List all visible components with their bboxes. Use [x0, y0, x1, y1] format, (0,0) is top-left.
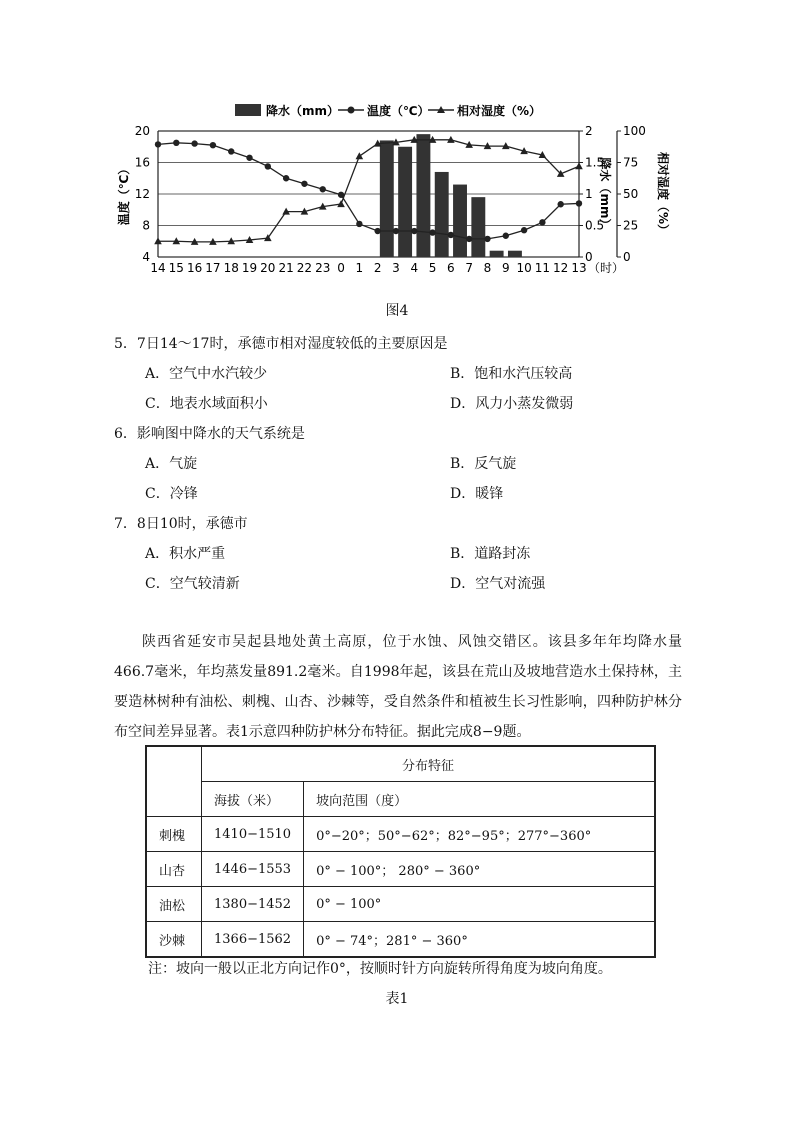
precip-bar-4 [416, 134, 430, 257]
temperature-point-5 [429, 229, 435, 235]
humidity-tick-label: 25 [623, 218, 639, 233]
x-tick-label: 21 [278, 261, 294, 275]
x-tick-label: 2 [373, 261, 382, 275]
left-axis-title: 温度（℃） [117, 162, 131, 226]
passage [114, 627, 682, 747]
x-tick-label: 23 [315, 261, 331, 275]
temperature-point-21 [283, 175, 289, 181]
question-6-option-d: D．暖锋 [450, 486, 504, 502]
temperature-point-9 [503, 233, 509, 239]
precip-tick-label: 0.5 [585, 218, 605, 233]
row-aspect: 0°−20°；50°−62°；82°−95°；277°−360° [304, 817, 656, 852]
precip-tick-label: 1 [585, 187, 593, 201]
left-tick-label: 4 [142, 250, 150, 264]
temperature-point-22 [301, 181, 307, 187]
x-tick-label: 1 [355, 261, 364, 275]
question-5-option-b: B．饱和水汽压较高 [450, 366, 573, 382]
x-tick-label: 9 [501, 261, 510, 275]
humidity-tick-label: 0 [623, 250, 631, 264]
question-6-stem: 6．影响图中降水的天气系统是 [114, 426, 305, 442]
x-tick-label: 7 [465, 261, 473, 275]
question-7-option-c: C．空气较清新 [145, 576, 240, 592]
row-species: 沙棘 [146, 922, 202, 958]
x-tick-label: 11 [534, 261, 551, 275]
temperature-point-20 [265, 163, 271, 169]
row-aspect: 0° − 100° [304, 887, 656, 922]
temperature-point-19 [246, 155, 252, 161]
question-5-stem: 5．7日14～17时，承德市相对湿度较低的主要原因是 [114, 336, 448, 352]
humidity-tick-label: 100 [623, 124, 646, 138]
temperature-point-23 [320, 186, 326, 192]
temperature-point-17 [210, 142, 216, 148]
temperature-line [158, 143, 579, 239]
row-aspect: 0° − 74°；281° − 360° [304, 922, 656, 958]
precip-bar-7 [471, 197, 485, 257]
legend-precip-swatch [235, 104, 261, 116]
temperature-point-12 [557, 201, 563, 207]
row-altitude: 1366−1562 [202, 922, 304, 958]
precip-bar-5 [435, 172, 449, 257]
table-row [146, 852, 655, 887]
question-5-option-d: D．风力小蒸发微弱 [450, 396, 574, 412]
temperature-point-2 [374, 228, 380, 234]
x-tick-label: 5 [428, 261, 437, 275]
temperature-point-18 [228, 148, 234, 154]
distribution-table [145, 745, 656, 958]
question-6-option-c: C．冷锋 [145, 486, 198, 502]
question-5-option-a: A．空气中水汽较少 [145, 366, 268, 382]
humidity-tick-label: 75 [623, 155, 639, 170]
humidity-tick-label: 50 [623, 187, 639, 201]
row-aspect: 0° − 100°； 280° − 360° [304, 852, 656, 887]
x-tick-label: 4 [410, 261, 419, 275]
question-7-option-a: A．积水严重 [145, 546, 226, 562]
row-species: 山杏 [146, 852, 202, 887]
x-tick-label: 16 [186, 261, 203, 275]
temperature-point-4 [411, 228, 417, 234]
temperature-point-16 [191, 140, 197, 146]
left-tick-label: 16 [134, 155, 150, 170]
temperature-point-15 [173, 140, 179, 146]
humidity-axis-title: 相对湿度（%） [656, 151, 670, 237]
question-6-option-a: A．气旋 [145, 456, 198, 472]
humidity-point-1 [356, 152, 364, 159]
temperature-point-11 [539, 219, 545, 225]
question-7-option-b: B．道路封冻 [450, 546, 531, 562]
x-tick-label: 13 [571, 261, 587, 275]
question-7-stem: 7．8日10时，承德市 [114, 516, 248, 532]
passage-text: 陕西省延安市吴起县地处黄土高原，位于水蚀、风蚀交错区。该县多年年均降水量466.7毫米，年均蒸发量891.2毫米。自1998年起，该县在荒山及坡地营造水土保持林，主要造林树种有油松、刺槐、山杏、沙棘等，受自然条件和植被生长习性影响，四种防护林分布空间差异显著。表1示意四种防护林分布特征。据此完成8−9题。 [114, 634, 682, 740]
precip-tick-label: 0 [585, 250, 593, 264]
row-altitude: 1446−1553 [202, 852, 304, 887]
precip-bar-2 [380, 140, 394, 257]
x-tick-label: 15 [168, 261, 184, 275]
temperature-point-1 [356, 221, 362, 227]
x-tick-label: 20 [260, 261, 276, 275]
table-row [146, 817, 655, 852]
precip-axis-title: 降水（mm） [598, 157, 612, 231]
x-tick-label: 22 [296, 261, 313, 275]
precip-tick-label: 1.5 [585, 155, 605, 170]
row-altitude: 1410−1510 [202, 817, 304, 852]
table-row [146, 922, 655, 958]
table-corner-cell [146, 746, 202, 817]
temperature-point-10 [521, 227, 527, 233]
legend-humidity-label: 相对湿度（%） [457, 104, 542, 118]
precip-bar-9 [508, 251, 522, 257]
left-tick-label: 20 [134, 124, 150, 138]
temperature-point-7 [466, 236, 472, 242]
table-note: 注：坡向一般以正北方向记作0°，按顺时针方向旋转所得角度为坡向角度。 [148, 961, 612, 977]
table-group-header: 分布特征 [202, 746, 656, 782]
x-tick-label: 18 [223, 261, 239, 275]
table-col-aspect: 坡向范围（度） [304, 782, 656, 817]
x-tick-label: 0 [337, 261, 345, 275]
row-altitude: 1380−1452 [202, 887, 304, 922]
precip-tick-label: 2 [585, 124, 593, 138]
x-tick-label: 12 [553, 261, 569, 275]
table-caption: 表1 [385, 991, 409, 1007]
x-tick-label: 3 [392, 261, 400, 275]
question-6-option-b: B．反气旋 [450, 456, 517, 472]
legend-precip-label: 降水（mm） [266, 104, 340, 118]
table-row [146, 887, 655, 922]
figure-caption: 图4 [385, 303, 409, 319]
temperature-point-3 [393, 228, 399, 234]
temperature-point-8 [484, 236, 490, 242]
question-7-option-d: D．空气对流强 [450, 576, 546, 592]
precip-bar-8 [490, 251, 504, 257]
legend-temp-label: 温度（℃） [367, 104, 430, 118]
humidity-point-13 [575, 162, 583, 169]
humidity-point-0 [337, 200, 345, 207]
humidity-line [158, 140, 579, 242]
legend-temp-marker [348, 107, 355, 114]
left-tick-label: 12 [134, 187, 150, 201]
precip-bar-6 [453, 185, 467, 257]
temperature-point-14 [155, 141, 161, 147]
x-tick-label: 8 [483, 261, 492, 275]
x-unit-label: （时） [588, 261, 625, 275]
weather-chart [110, 95, 710, 295]
x-tick-label: 17 [205, 261, 221, 275]
left-tick-label: 8 [142, 218, 150, 233]
table-col-altitude: 海拔（米） [202, 782, 304, 817]
precip-bar-3 [398, 147, 412, 257]
row-species: 油松 [146, 887, 202, 922]
x-tick-label: 14 [150, 261, 166, 275]
row-species: 刺槐 [146, 817, 202, 852]
x-tick-label: 6 [447, 261, 455, 275]
x-tick-label: 10 [516, 261, 532, 275]
x-tick-label: 19 [241, 261, 258, 275]
question-5-option-c: C．地表水域面积小 [145, 396, 268, 412]
temperature-point-13 [576, 200, 582, 206]
temperature-point-6 [448, 232, 454, 238]
